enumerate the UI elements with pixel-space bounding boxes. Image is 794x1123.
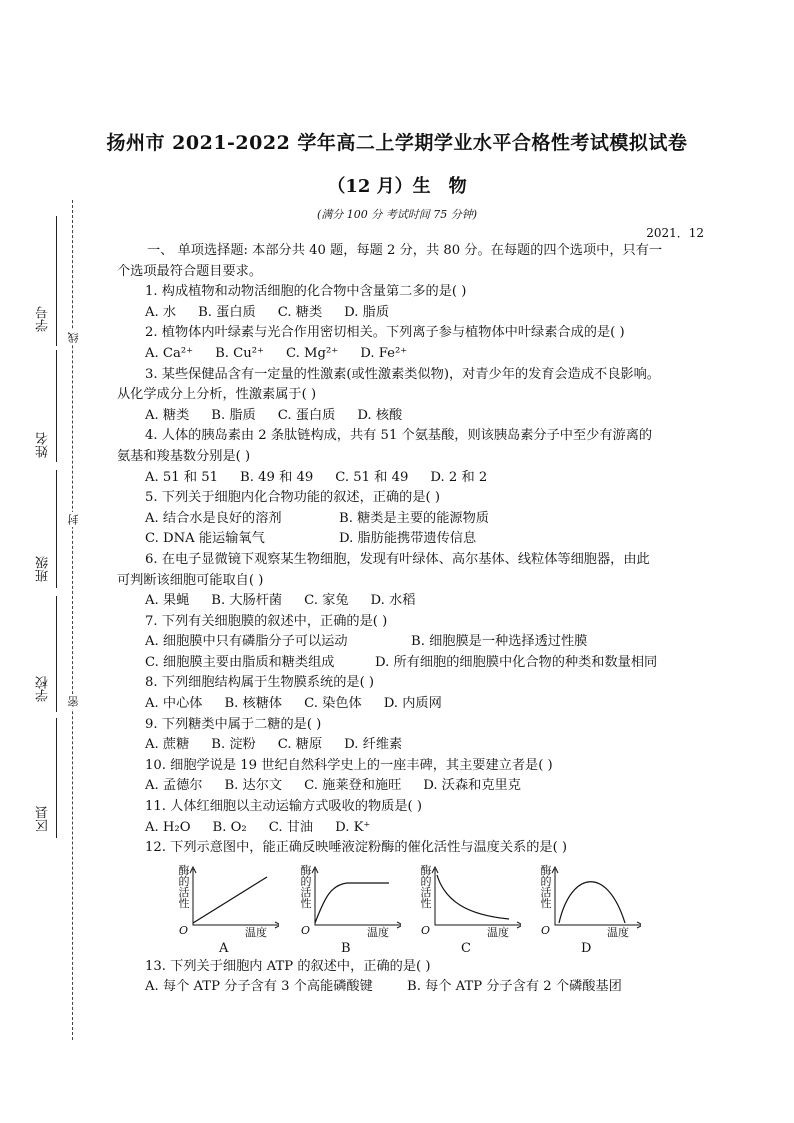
question-stem-cont: 氨基和羧基数分别是( ) <box>117 448 251 464</box>
question-stem: 6. 在电子显微镜下观察某生物细胞，发现有叶绿体、高尔基体、线粒体等细胞器，由此 <box>145 551 650 567</box>
option[interactable]: C. 甘油 <box>268 819 314 835</box>
question-stem: 10. 细胞学说是 19 世纪自然科学史上的一座丰碑，其主要建立者是( ) <box>145 757 553 773</box>
name-label: 姓名 <box>36 432 51 458</box>
origin-label: O <box>541 923 551 937</box>
option[interactable]: D. Fe²⁺ <box>360 345 408 361</box>
binding-dashed-line <box>72 200 73 1040</box>
graph-letter: A <box>219 940 229 956</box>
option[interactable]: A. 结合水是良好的溶剂 <box>145 510 282 526</box>
seal-char-line: 线 <box>67 332 80 343</box>
district-field[interactable] <box>56 718 57 838</box>
name-field[interactable] <box>56 350 57 462</box>
student-id-label: 学号 <box>36 306 51 332</box>
options-row <box>117 632 682 653</box>
graph-letter: B <box>341 940 351 956</box>
origin-label: O <box>301 923 311 937</box>
x-axis-label: 温度 <box>367 925 389 939</box>
option[interactable]: C. 糖类 <box>277 304 323 320</box>
graph-d[interactable] <box>531 861 641 957</box>
options-row <box>117 468 682 489</box>
seal-char-secret: 密 <box>67 696 80 707</box>
option[interactable]: A. 细胞膜中只有磷脂分子可以运动 <box>145 634 348 650</box>
student-id-field[interactable] <box>56 216 57 346</box>
subtitle-part-b: 物 <box>448 176 467 197</box>
options-row <box>117 509 682 530</box>
option[interactable]: B. 大肠杆菌 <box>211 593 283 609</box>
question-stem: 13. 下列关于细胞内 ATP 的叙述中，正确的是( ) <box>145 958 431 974</box>
question-stem: 12. 下列示意图中，能正确反映唾液淀粉酶的催化活性与温度关系的是( ) <box>145 840 568 856</box>
option[interactable]: D. 核酸 <box>357 407 403 423</box>
option[interactable]: D. 脂肪能携带遗传信息 <box>339 531 477 547</box>
subtitle-part-a: （12 月）生 <box>327 176 431 197</box>
option[interactable]: C. 家兔 <box>304 593 349 609</box>
option[interactable]: A. 51 和 51 <box>145 469 219 485</box>
school-field[interactable] <box>56 596 57 712</box>
graph-options <box>117 861 682 957</box>
graph-letter: C <box>461 940 471 956</box>
exam-date: 2021．12 <box>646 226 704 240</box>
option[interactable]: B. 淀粉 <box>211 737 256 753</box>
option[interactable]: D. 沃森和克里克 <box>423 778 521 794</box>
option[interactable]: D. 水稻 <box>370 593 416 609</box>
option[interactable]: A. 孟德尔 <box>145 778 203 794</box>
option[interactable]: B. 达尔文 <box>224 778 283 794</box>
options-row <box>117 694 682 715</box>
curve-decreasing <box>437 875 509 919</box>
option[interactable]: C. 施莱登和施旺 <box>304 778 402 794</box>
question-stem-cont: 可判断该细胞可能取自( ) <box>117 572 264 588</box>
curve-plateau <box>315 883 389 923</box>
question-stem: 11. 人体红细胞以主动运输方式吸收的物质是( ) <box>145 799 423 815</box>
options-row <box>117 529 682 550</box>
option[interactable]: C. Mg²⁺ <box>286 345 339 361</box>
option[interactable]: C. 细胞膜主要由脂质和糖类组成 <box>145 654 335 670</box>
option[interactable]: B. 每个 ATP 分子含有 2 个磷酸基团 <box>407 979 622 995</box>
option[interactable]: B. 糖类是主要的能源物质 <box>339 510 489 526</box>
option[interactable]: B. O₂ <box>212 819 247 835</box>
options-row <box>117 776 682 797</box>
options-row <box>117 591 682 612</box>
option[interactable]: A. 每个 ATP 分子含有 3 个高能磷酸键 <box>145 979 373 995</box>
section-intro: 一、 单项选择题: 本部分共 40 题，每题 2 分，共 80 分。在每题的四个选项中，只有一 <box>147 243 663 258</box>
exam-title: 扬州市 2021-2022 学年高二上学期学业水平合格性考试模拟试卷 <box>106 132 688 154</box>
options-row <box>117 406 682 427</box>
question-stem-cont: 从化学成分上分析，性激素属于( ) <box>117 387 317 403</box>
option[interactable]: C. DNA 能运输氧气 <box>145 531 265 547</box>
seal-char-seal: 封 <box>67 514 80 525</box>
exam-note: (满分 100 分 考试时间 75 分钟) <box>316 208 478 221</box>
option[interactable]: D. 脂质 <box>344 304 390 320</box>
question-stem: 8. 下列细胞结构属于生物膜系统的是( ) <box>145 675 375 691</box>
options-row <box>117 303 682 324</box>
option[interactable]: D. K⁺ <box>335 819 371 835</box>
x-axis-label: 温度 <box>487 925 509 939</box>
y-axis-label: 酶的活性 <box>540 863 552 910</box>
question-stem: 1. 构成植物和动物活细胞的化合物中含量第二多的是( ) <box>145 284 467 300</box>
option[interactable]: D. 2 和 2 <box>430 469 488 485</box>
option[interactable]: B. 蛋白质 <box>198 304 256 320</box>
graph-b[interactable] <box>291 861 401 957</box>
question-stem: 9. 下列糖类中属于二糖的是( ) <box>145 716 322 732</box>
question-stem: 3. 某些保健品含有一定量的性激素(或性激素类似物)，对青少年的发育会造成不良影响。 <box>145 366 660 382</box>
question-stem: 2. 植物体内叶绿素与光合作用密切相关。下列离子参与植物体中叶绿素合成的是( ) <box>145 325 625 341</box>
section-intro-cont: 个选项最符合题目要求。 <box>117 263 263 279</box>
options-row <box>117 735 682 756</box>
option[interactable]: B. 细胞膜是一种选择透过性膜 <box>411 634 588 650</box>
option[interactable]: A. 水 <box>145 304 177 320</box>
option[interactable]: B. Cu²⁺ <box>215 345 265 361</box>
y-axis-label: 酶的活性 <box>300 863 312 910</box>
option[interactable]: C. 染色体 <box>304 696 362 712</box>
exam-subtitle <box>0 172 794 198</box>
origin-label: O <box>421 923 431 937</box>
y-axis-label: 酶的活性 <box>420 863 432 910</box>
option[interactable]: B. 脂质 <box>211 407 256 423</box>
options-row <box>117 818 682 839</box>
options-row <box>117 653 682 674</box>
x-axis-label: 温度 <box>607 925 629 939</box>
origin-label: O <box>179 923 189 937</box>
options-row <box>117 344 682 365</box>
class-field[interactable] <box>56 470 57 588</box>
option[interactable]: B. 49 和 49 <box>240 469 314 485</box>
graph-c[interactable] <box>411 861 521 957</box>
question-area <box>117 241 682 998</box>
option[interactable]: B. 核糖体 <box>224 696 283 712</box>
options-row <box>117 977 682 998</box>
option[interactable]: A. 糖类 <box>145 407 190 423</box>
school-label: 学校 <box>36 676 51 702</box>
option[interactable]: C. 蛋白质 <box>277 407 336 423</box>
question-stem: 7. 下列有关细胞膜的叙述中，正确的是( ) <box>145 613 388 629</box>
curve-linear <box>193 877 267 923</box>
option[interactable]: A. H₂O <box>145 819 191 835</box>
question-stem: 4. 人体的胰岛素由 2 条肽链构成，共有 51 个氨基酸，则该胰岛素分子中至少有游离的 <box>145 428 653 444</box>
question-stem: 5. 下列关于细胞内化合物功能的叙述，正确的是( ) <box>145 490 441 506</box>
option[interactable]: C. 糖原 <box>277 737 323 753</box>
x-axis-label: 温度 <box>245 925 267 939</box>
option[interactable]: C. 51 和 49 <box>335 469 409 485</box>
option[interactable]: A. Ca²⁺ <box>145 345 194 361</box>
option[interactable]: A. 中心体 <box>145 696 203 712</box>
curve-bell <box>559 882 625 923</box>
option[interactable]: D. 所有细胞的细胞膜中化合物的种类和数量相同 <box>375 654 658 670</box>
option[interactable]: D. 纤维素 <box>344 737 403 753</box>
option[interactable]: A. 果蝇 <box>145 593 190 609</box>
option[interactable]: D. 内质网 <box>383 696 442 712</box>
class-label: 班级 <box>36 556 51 582</box>
graph-letter: D <box>581 940 592 956</box>
graph-a[interactable] <box>169 861 279 957</box>
district-label: 区县 <box>36 806 51 832</box>
option[interactable]: A. 蔗糖 <box>145 737 190 753</box>
y-axis-label: 酶的活性 <box>178 863 190 910</box>
